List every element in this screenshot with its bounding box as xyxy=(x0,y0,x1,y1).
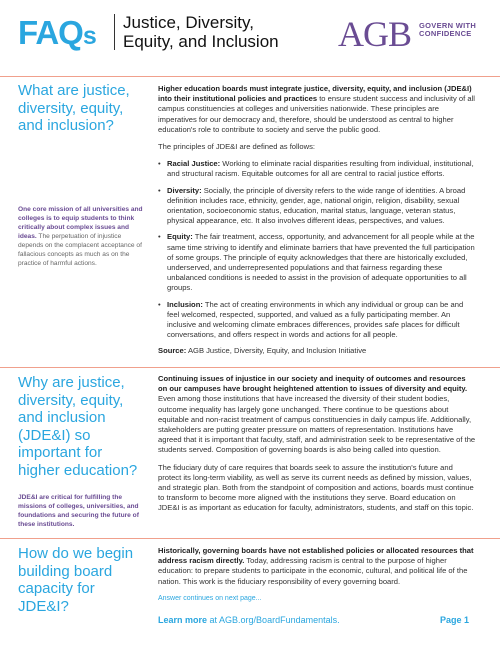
bullet-term: Equity: xyxy=(167,232,193,242)
bullet-text: The act of creating environments in which any individual or group can be and feel welcomed, respected, supported, and valued as a fully participating member. An inclusive and welcoming climate embraces differences, provides safe places for difficult conversations, and offers respect in words and actions for all people. xyxy=(167,299,464,340)
source-label: Source: xyxy=(158,346,187,356)
section2-para2: The fiduciary duty of care requires that boards seek to assure the institution's future and protect its long-term viability, as well as serve its current needs as defined by mission, values, and strategic plan. Both from the standpoint of composition and actions, boards must continue to transform to become more aligned with the institutions they serve. Board education on JDE&I is as important as education for faculty, administrators, students, and staff on this topic. xyxy=(158,462,474,513)
agb-logo: AGB xyxy=(338,14,412,54)
faqs-s: s xyxy=(82,22,96,50)
section3-para-rest: Today, addressing racism is central to the purpose of higher education: to prepare students to participate in the economic, cultural, and political life of the nation. This work is the fiduciary responsibility of every governing board. xyxy=(158,556,468,586)
bullet-term: Racial Justice: xyxy=(167,159,221,169)
list-item xyxy=(158,300,476,341)
bullet-term: Inclusion: xyxy=(167,299,203,309)
header-divider xyxy=(114,14,115,50)
list-item xyxy=(158,186,476,227)
document-title xyxy=(123,13,279,51)
section-divider xyxy=(0,367,500,368)
section2-question: Why are justice, diversity, equity, and inclusion (JDE&I) so important for higher education? xyxy=(18,374,138,479)
section3-body xyxy=(158,546,476,611)
tagline-line-2: CONFIDENCE xyxy=(419,29,472,38)
bullet-text: Working to eliminate racial disparities resulting from individual, institutional, and structural racism. Equitable outcomes for all are central to racial justice efforts. xyxy=(167,159,474,179)
list-item xyxy=(158,232,476,293)
section1-intro-bold: Higher education boards must integrate justice, diversity, equity, and inclusion (JDE&I) into their institutional policies and practices xyxy=(158,84,472,104)
tagline-line-1: GOVERN WITH xyxy=(419,21,477,30)
page-number: Page 1 xyxy=(440,615,470,625)
section1-intro-rest: to ensure student success and inclusivity of all campus constituencies at colleges and universities nationwide. These principles are imperatives for our democracy and, therefore, should be understood as central to higher education's role to contribute to society and serve the public good. xyxy=(158,94,475,134)
section3-left xyxy=(18,545,143,615)
section-divider xyxy=(0,76,500,77)
section-divider xyxy=(0,538,500,539)
bullet-text: Socially, the principle of diversity refers to the wide range of identities. A broad definition includes race, ethnicity, gender, age, national origin, religion, disability, sexual orientation, socioeconomic status, education, marital status, language, veteran status, physical appearance, etc. It also involves different ideas, perspectives, and values. xyxy=(167,185,466,226)
section1-question: What are justice, diversity, equity, and inclusion? xyxy=(18,82,130,134)
section2-note-bold: JDE&I are critical for fulfilling the missions of colleges, universities, and foundations and securing the future of these institutions. xyxy=(18,494,139,528)
section2-para1-bold: Continuing issues of injustice in our society and inequity of outcomes and resources on our campuses have brought heightened attention to issues of diversity and equity. xyxy=(158,374,468,394)
learn-more-link[interactable] xyxy=(158,615,340,625)
section2-body xyxy=(158,374,476,521)
section2-left xyxy=(18,374,143,529)
section1-body xyxy=(158,84,476,364)
section2-para1 xyxy=(158,374,476,456)
section1-left xyxy=(18,82,143,268)
learn-more-url: at AGB.org/BoardFundamentals. xyxy=(207,615,340,625)
title-line-1: Justice, Diversity, xyxy=(123,13,254,32)
agb-tagline xyxy=(419,22,476,38)
learn-more-bold: Learn more xyxy=(158,615,208,625)
section1-intro xyxy=(158,84,476,135)
bullet-text: The fair treatment, access, opportunity, and advancement for all people while at the same time striving to identify and eliminate barriers that have prevented the full participation of some groups. The principle of equity acknowledges that there are historically excluded, underserved, and underrepresented populations and that fairness regarding these unbalanced conditions is needed to assist in the provision of adequate opportunities to all groups. xyxy=(167,232,475,293)
principles-intro: The principles of JDE&I are defined as follows: xyxy=(158,142,316,152)
section2-sidebar-note xyxy=(18,493,143,529)
principles-list xyxy=(158,159,476,340)
section1-note-rest: The perpetuation of injustice depends on the complacent acceptance of fallacious concepts as much as on the practice of harmful actions. xyxy=(18,232,142,267)
section1-sidebar-note xyxy=(18,205,143,268)
section3-para-bold: Historically, governing boards have not established policies or allocated resources that address racism directly. xyxy=(158,546,474,566)
list-item xyxy=(158,159,476,179)
section1-note-bold: One core mission of all universities and colleges is to equip students to think critically about complex issues and ideas. xyxy=(18,205,143,240)
continues-note: Answer continues on next page... xyxy=(158,594,262,602)
source-text: AGB Justice, Diversity, Equity, and Inclusion Initiative xyxy=(186,346,367,356)
section3-para xyxy=(158,546,476,587)
title-line-2: Equity, and Inclusion xyxy=(123,32,279,51)
source-line xyxy=(158,346,476,356)
faqs-heading xyxy=(18,14,96,52)
faqs-main: FAQ xyxy=(18,14,83,51)
page-header xyxy=(0,0,500,60)
bullet-term: Diversity: xyxy=(167,185,202,195)
section3-question: How do we begin building board capacity for JDE&I? xyxy=(18,545,134,615)
section2-para1-rest: Even among those institutions that have increased the diversity of their student bodies, outcome inequality has largely gone unchanged. There continue to be questions about equitable and non-racist treatment of campus constituencies in daily campus life. Additionally, stakeholders are putting greater pressure on matters of representation. Institutions have agreed that it is important that faculty, staff, and administration seek to be representative of the students served. Composition of governing boards is also being called into question. xyxy=(158,394,476,455)
